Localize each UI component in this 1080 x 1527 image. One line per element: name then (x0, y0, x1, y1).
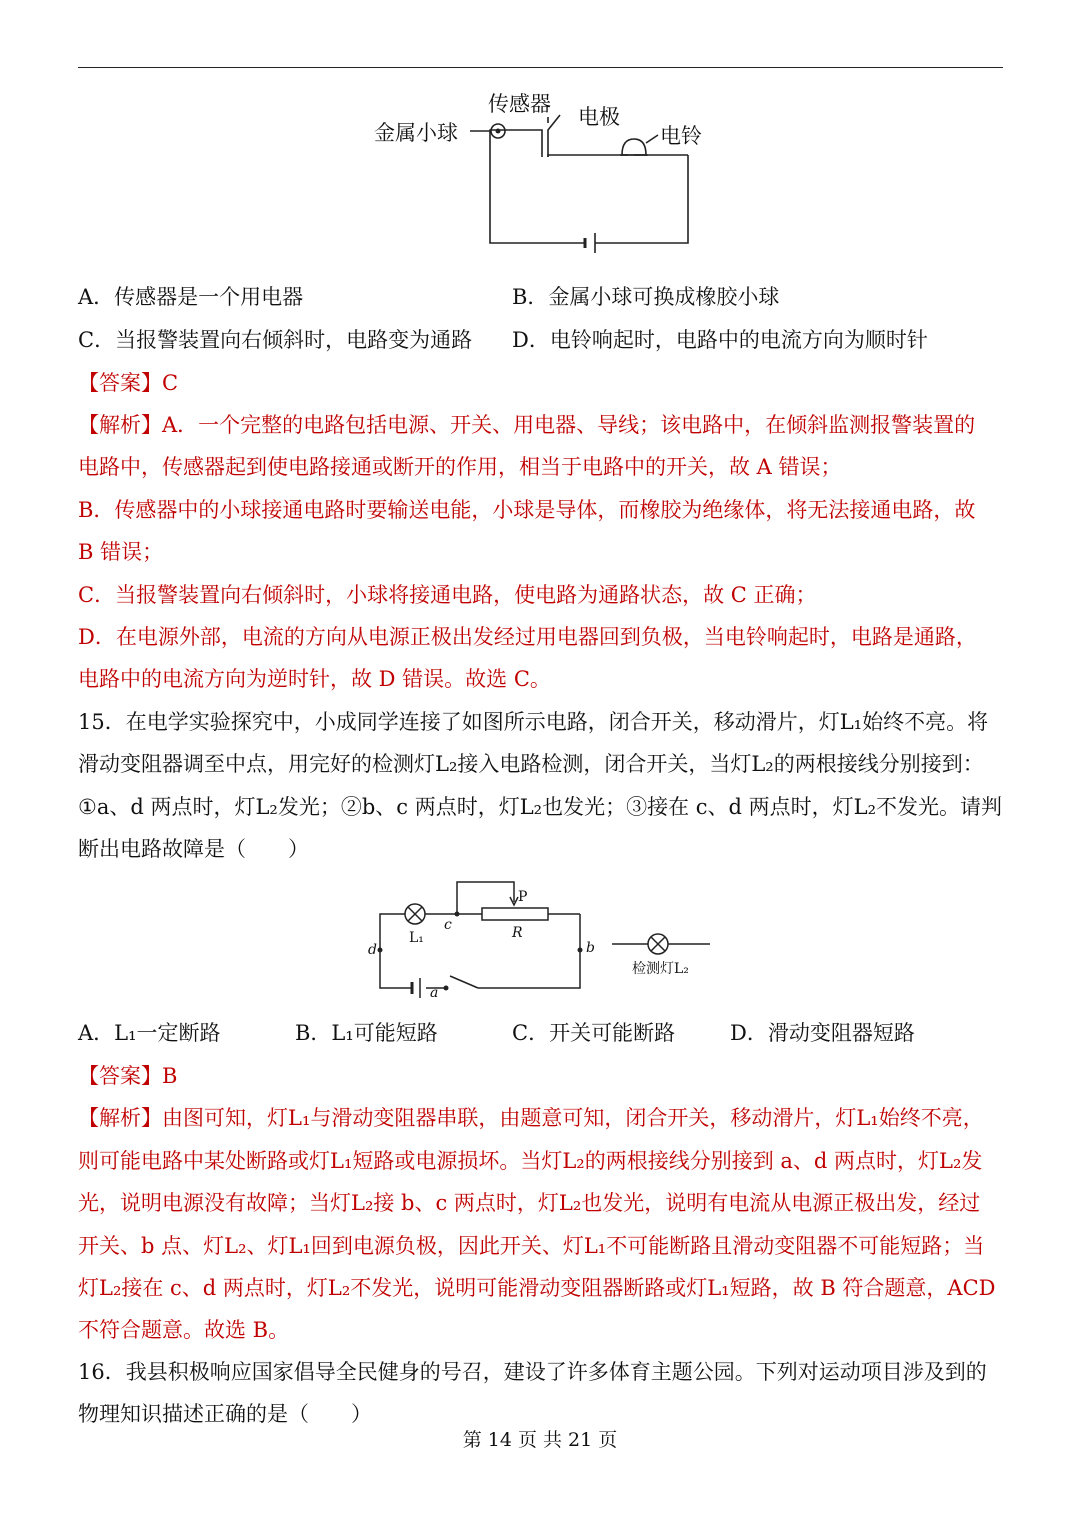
q15-analysis-line: 【解析】由图可知，灯L₁与滑动变阻器串联，由题意可知，闭合开关，移动滑片，灯L₁始终不亮， (78, 1106, 984, 1130)
q14-analysis-line: B．传感器中的小球接通电路时要输送电能，小球是导体，而橡胶为绝缘体，将无法接通电路，故 (78, 498, 976, 522)
q14-analysis-line: 电路中，传感器起到使电路接通或断开的作用，相当于电路中的开关，故 A 错误； (78, 455, 842, 479)
q14-option-c: C．当报警装置向右倾斜时，电路变为通路 (78, 328, 473, 352)
label-sensor: 传感器 (488, 92, 551, 116)
q15-stem-line: 滑动变阻器调至中点，用完好的检测灯L₂接入电路检测，闭合开关，当灯L₂的两根接线分别接到： (78, 752, 984, 776)
q15-stem-line: 15．在电学实验探究中，小成同学连接了如图所示电路，闭合开关，移动滑片，灯L₁始终不亮。将 (78, 710, 989, 734)
q15-option-c: C．开关可能断路 (512, 1021, 676, 1045)
label-test-lamp: 检测灯L₂ (632, 961, 689, 977)
label-d: d (368, 942, 377, 958)
q15-analysis-line: 开关、b 点、灯L₂、灯L₁回到电源负极，因此开关、灯L₁不可能断路且滑动变阻器不可能短路；当 (78, 1234, 985, 1258)
q14-analysis-line: D．在电源外部，电流的方向从电源正极出发经过用电器回到负极，当电铃响起时，电路是通路， (78, 625, 977, 649)
top-rule (78, 67, 1003, 68)
q14-analysis-line: 【解析】A．一个完整的电路包括电源、开关、用电器、导线；该电路中，在倾斜监测报警装置的 (78, 413, 976, 437)
q16-stem-line: 16．我县积极响应国家倡导全民健身的号召，建设了许多体育主题公园。下列对运动项目涉及到的 (78, 1360, 987, 1384)
q15-stem-line: 断出电路故障是（ ） (78, 837, 309, 861)
q15-option-d: D．滑动变阻器短路 (730, 1021, 915, 1045)
label-r: R (512, 925, 523, 941)
q15-option-b: B．L₁可能短路 (295, 1021, 438, 1045)
q14-answer: 【答案】C (78, 371, 179, 395)
q15-answer: 【答案】B (78, 1064, 178, 1088)
q14-analysis-line: B 错误； (78, 540, 164, 564)
q15-stem-line: ①a、d 两点时，灯L₂发光；②b、c 两点时，灯L₂也发光；③接在 c、d 两点时，灯L₂不发光。请判 (78, 795, 1002, 819)
q15-analysis-line: 则可能电路中某处断路或灯L₁短路或电源损坏。当灯L₂的两根接线分别接到 a、d 两点时，灯L₂发 (78, 1149, 983, 1173)
q16-stem-line: 物理知识描述正确的是（ ） (78, 1402, 372, 1426)
q15-option-a: A．L₁一定断路 (78, 1021, 221, 1045)
page-footer: 第 14 页 共 21 页 (462, 1429, 618, 1451)
label-p: P (518, 889, 528, 905)
q14-analysis-line: C．当报警装置向右倾斜时，小球将接通电路，使电路为通路状态，故 C 正确； (78, 583, 817, 607)
label-l1: L₁ (409, 930, 424, 946)
label-electrode: 电极 (578, 105, 620, 129)
q15-analysis-line: 不符合题意。故选 B。 (78, 1318, 290, 1342)
q14-option-d: D．电铃响起时，电路中的电流方向为顺时针 (512, 328, 928, 352)
label-ball: 金属小球 (374, 121, 458, 145)
q14-analysis-line: 电路中的电流方向为逆时针，故 D 错误。故选 C。 (78, 667, 551, 691)
label-a: a (430, 985, 439, 1001)
label-b: b (586, 940, 595, 956)
q15-analysis-line: 光，说明电源没有故障；当灯L₂接 b、c 两点时，灯L₂也发光，说明有电流从电源正极出发，经过 (78, 1191, 981, 1215)
q15-analysis-line: 灯L₂接在 c、d 两点时，灯L₂不发光，说明可能滑动变阻器断路或灯L₁短路，故 B 符合题意，ACD (78, 1276, 996, 1300)
q14-option-b: B．金属小球可换成橡胶小球 (512, 285, 780, 309)
label-bell: 电铃 (660, 124, 702, 148)
label-c: c (444, 917, 452, 933)
q14-option-a: A．传感器是一个用电器 (78, 285, 304, 309)
